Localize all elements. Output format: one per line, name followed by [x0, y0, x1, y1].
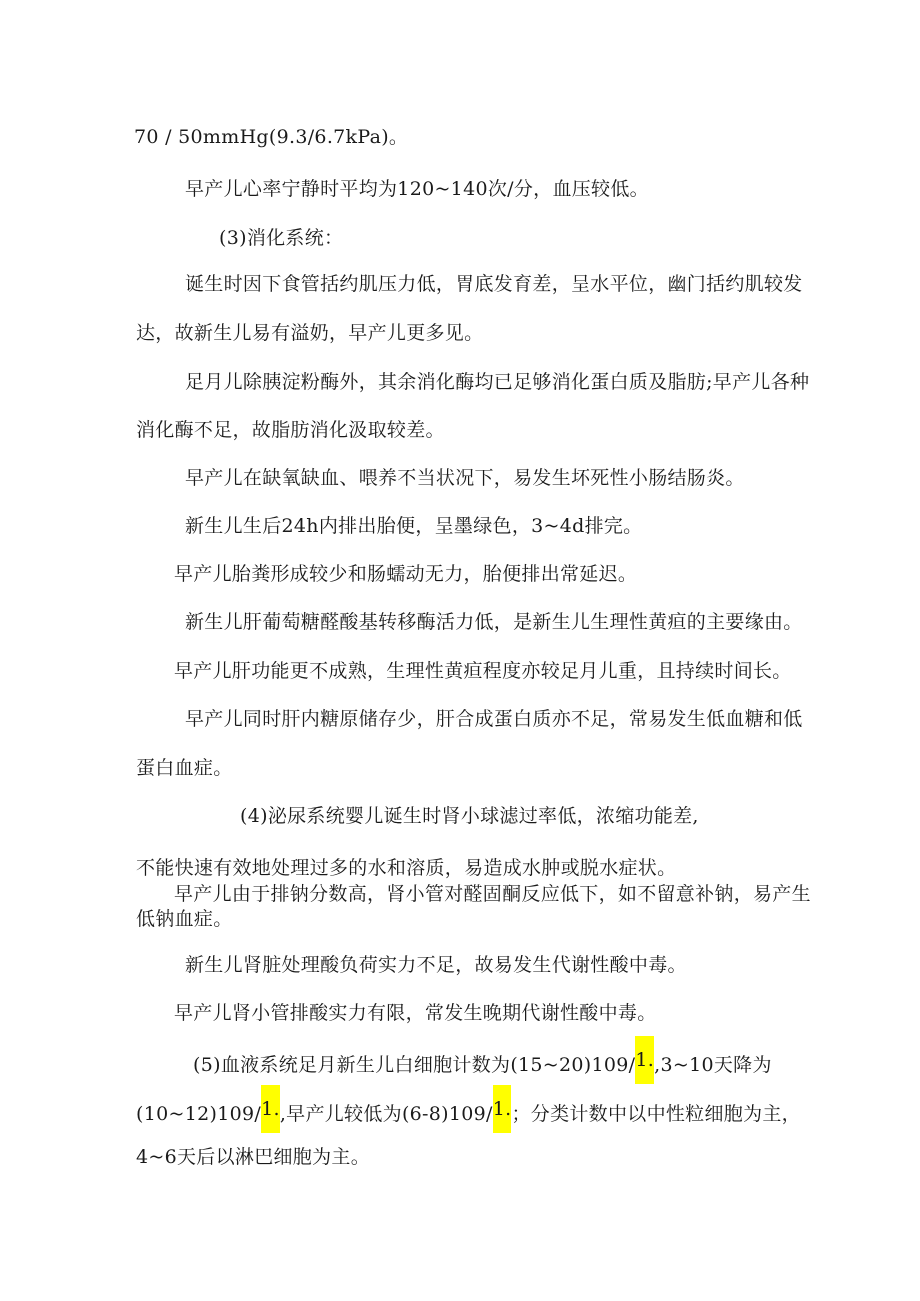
- text-run: ,3~10天降为: [654, 1054, 772, 1076]
- paragraph-line: 新生儿生后24h内排出胎便，呈墨绿色，3~4d排完。: [185, 515, 643, 537]
- highlight-mark: 1.: [261, 1085, 280, 1133]
- paragraph-line: 早产儿由于排钠分数高，肾小管对醛固酮反应低下，如不留意补钠，易产生: [174, 883, 811, 905]
- blood-line-2: [136, 1097, 801, 1133]
- paragraph-line: 新生儿肝葡萄糖醛酸基转移酶活力低，是新生儿生理性黄疸的主要缘由。: [185, 611, 803, 633]
- section-heading: (3)消化系统：: [219, 227, 344, 249]
- paragraph-line: 诞生时因下食管括约肌压力低，胃底发育差，呈水平位，幽门括约肌较发: [185, 273, 803, 295]
- paragraph-line: 蛋白血症。: [136, 757, 233, 779]
- paragraph-line: 低钠血症。: [136, 908, 233, 930]
- text-run: (10~12)109/: [136, 1103, 262, 1125]
- section-heading: (4)泌尿系统婴儿诞生时肾小球滤过率低，浓缩功能差,: [240, 805, 699, 827]
- paragraph-line: 早产儿肝功能更不成熟，生理性黄疸程度亦较足月儿重，且持续时间长。: [174, 660, 792, 682]
- paragraph-line: 达，故新生儿易有溢奶，早产儿更多见。: [136, 322, 484, 344]
- highlight-mark: 1.: [493, 1085, 512, 1133]
- paragraph-line: 4~6天后以淋巴细胞为主。: [136, 1146, 370, 1168]
- blood-line-1: [193, 1048, 772, 1084]
- paragraph-line: 早产儿在缺氧缺血、喂养不当状况下，易发生坏死性小肠结肠炎。: [185, 467, 745, 489]
- paragraph-line: 早产儿心率宁静时平均为120~140次/分，血压较低。: [185, 178, 649, 200]
- paragraph-line: 早产儿肾小管排酸实力有限，常发生晚期代谢性酸中毒。: [174, 1002, 657, 1024]
- text-run: ,早产儿较低为(6-8)109/: [279, 1103, 493, 1125]
- highlight-mark: 1.: [635, 1036, 654, 1084]
- paragraph-line: 消化酶不足，故脂肪消化汲取较差。: [136, 419, 445, 441]
- text-run: ；分类计数中以中性粒细胞为主，: [511, 1103, 801, 1125]
- paragraph-line: 70 / 50mmHg(9.3/6.7kPa)。: [134, 126, 409, 148]
- paragraph-line: 早产儿同时肝内糖原储存少，肝合成蛋白质亦不足，常易发生低血糖和低: [185, 708, 803, 730]
- paragraph-line: 新生儿肾脏处理酸负荷实力不足，故易发生代谢性酸中毒。: [185, 954, 687, 976]
- paragraph-line: 不能快速有效地处理过多的水和溶质，易造成水肿或脱水症状。: [136, 857, 677, 879]
- text-run: (5)血液系统足月新生儿白细胞计数为(15~20)109/: [193, 1054, 636, 1076]
- paragraph-line: 足月儿除胰淀粉酶外，其余消化酶均已足够消化蛋白质及脂肪;早产儿各种: [185, 371, 810, 393]
- paragraph-line: 早产儿胎粪形成较少和肠蠕动无力，胎便排出常延迟。: [174, 563, 638, 585]
